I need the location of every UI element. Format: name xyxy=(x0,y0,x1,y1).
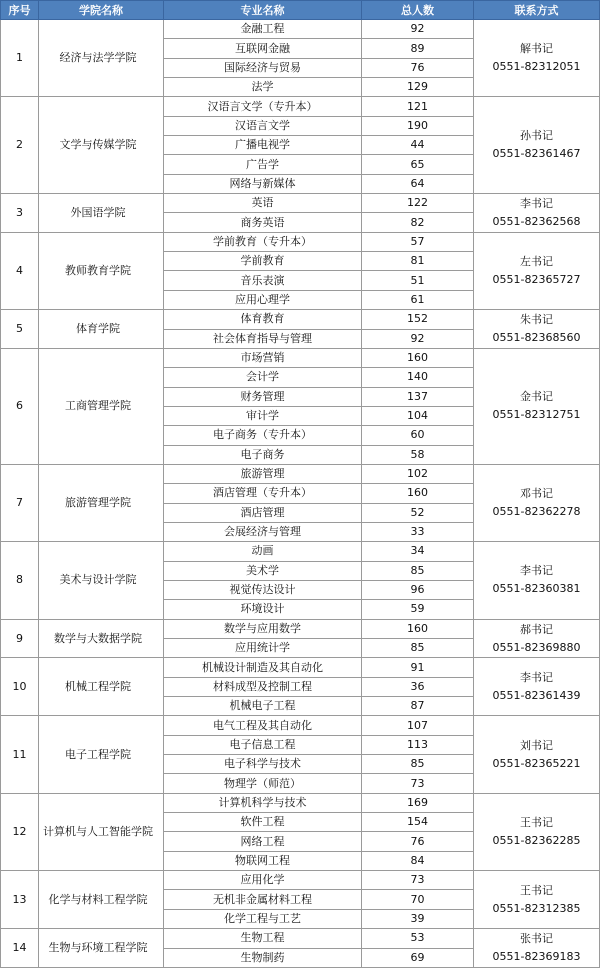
major-count-cell: 104 xyxy=(362,406,474,425)
major-name-cell: 学前教育 xyxy=(164,252,362,271)
major-count-cell: 39 xyxy=(362,909,474,928)
contact-name: 李书记 xyxy=(520,670,553,684)
major-count-cell: 92 xyxy=(362,329,474,348)
header-seq: 序号 xyxy=(1,1,39,20)
contact-name: 王书记 xyxy=(520,815,553,829)
major-count-cell: 64 xyxy=(362,174,474,193)
header-college: 学院名称 xyxy=(39,1,164,20)
major-count-cell: 89 xyxy=(362,39,474,58)
major-name-cell: 物理学（师范） xyxy=(164,774,362,793)
college-name-cell: 教师教育学院 xyxy=(39,232,164,309)
major-name-cell: 应用心理学 xyxy=(164,290,362,309)
major-count-cell: 85 xyxy=(362,639,474,658)
college-seq-cell: 9 xyxy=(1,619,39,658)
table-row xyxy=(1,716,600,735)
table-header-row xyxy=(1,1,600,20)
major-count-cell: 92 xyxy=(362,20,474,39)
major-name-cell: 体育教育 xyxy=(164,310,362,329)
major-name-cell: 化学工程与工艺 xyxy=(164,909,362,928)
major-count-cell: 44 xyxy=(362,136,474,155)
table-row xyxy=(1,658,600,677)
major-name-cell: 汉语言文学（专升本） xyxy=(164,97,362,116)
contact-name: 邓书记 xyxy=(520,487,553,501)
college-name-cell: 工商管理学院 xyxy=(39,348,164,464)
contact-phone: 0551-82312051 xyxy=(492,60,581,74)
major-count-cell: 61 xyxy=(362,290,474,309)
contact-phone: 0551-82362278 xyxy=(492,505,581,519)
major-count-cell: 96 xyxy=(362,580,474,599)
major-count-cell: 59 xyxy=(362,600,474,619)
contact-phone: 0551-82368560 xyxy=(492,331,581,344)
contact-cell xyxy=(474,929,600,968)
college-name-cell: 旅游管理学院 xyxy=(39,464,164,541)
major-count-cell: 82 xyxy=(362,213,474,232)
major-name-cell: 数学与应用数学 xyxy=(164,619,362,638)
major-count-cell: 81 xyxy=(362,252,474,271)
college-seq-cell: 14 xyxy=(1,929,39,968)
major-count-cell: 137 xyxy=(362,387,474,406)
major-name-cell: 商务英语 xyxy=(164,213,362,232)
major-count-cell: 87 xyxy=(362,697,474,716)
table-row xyxy=(1,929,600,948)
major-name-cell: 法学 xyxy=(164,78,362,97)
table-row xyxy=(1,194,600,213)
college-seq-cell: 8 xyxy=(1,542,39,619)
college-name-cell: 机械工程学院 xyxy=(39,658,164,716)
contact-phone: 0551-82362285 xyxy=(492,833,581,847)
major-count-cell: 121 xyxy=(362,97,474,116)
major-name-cell: 旅游管理 xyxy=(164,464,362,483)
contact-cell xyxy=(474,658,600,716)
table-row xyxy=(1,793,600,812)
major-name-cell: 酒店管理 xyxy=(164,503,362,522)
contact-cell xyxy=(474,542,600,619)
major-name-cell: 美术学 xyxy=(164,561,362,580)
contact-cell xyxy=(474,464,600,541)
college-seq-cell: 7 xyxy=(1,464,39,541)
college-name-cell: 生物与环境工程学院 xyxy=(39,929,164,968)
college-seq-cell: 10 xyxy=(1,658,39,716)
major-name-cell: 网络工程 xyxy=(164,832,362,851)
major-count-cell: 190 xyxy=(362,116,474,135)
major-name-cell: 生物制药 xyxy=(164,948,362,967)
major-name-cell: 机械电子工程 xyxy=(164,697,362,716)
college-name-cell: 文学与传媒学院 xyxy=(39,97,164,194)
contact-cell xyxy=(474,20,600,97)
major-name-cell: 广告学 xyxy=(164,155,362,174)
major-count-cell: 57 xyxy=(362,232,474,251)
major-name-cell: 电子科学与技术 xyxy=(164,755,362,774)
header-contact: 联系方式 xyxy=(474,1,600,20)
header-major: 专业名称 xyxy=(164,1,362,20)
major-count-cell: 69 xyxy=(362,948,474,967)
college-seq-cell: 3 xyxy=(1,194,39,233)
major-name-cell: 电子信息工程 xyxy=(164,735,362,754)
major-name-cell: 无机非金属材料工程 xyxy=(164,890,362,909)
major-count-cell: 154 xyxy=(362,813,474,832)
table-row xyxy=(1,348,600,367)
contact-phone: 0551-82360381 xyxy=(492,582,581,596)
contact-name: 刘书记 xyxy=(520,738,553,752)
contact-cell xyxy=(474,310,600,349)
major-count-cell: 52 xyxy=(362,503,474,522)
table-body xyxy=(1,20,600,968)
major-name-cell: 音乐表演 xyxy=(164,271,362,290)
major-name-cell: 应用统计学 xyxy=(164,639,362,658)
contact-phone: 0551-82365221 xyxy=(492,756,581,770)
major-count-cell: 73 xyxy=(362,871,474,890)
table-row xyxy=(1,97,600,116)
major-name-cell: 会展经济与管理 xyxy=(164,522,362,541)
contact-name: 张书记 xyxy=(520,932,553,945)
contact-cell xyxy=(474,871,600,929)
major-name-cell: 环境设计 xyxy=(164,600,362,619)
major-name-cell: 电气工程及其自动化 xyxy=(164,716,362,735)
major-name-cell: 生物工程 xyxy=(164,929,362,948)
major-name-cell: 电子商务（专升本） xyxy=(164,426,362,445)
major-name-cell: 国际经济与贸易 xyxy=(164,58,362,77)
contact-phone: 0551-82361467 xyxy=(492,147,581,161)
major-count-cell: 160 xyxy=(362,484,474,503)
major-count-cell: 34 xyxy=(362,542,474,561)
contact-phone: 0551-82312751 xyxy=(492,408,581,422)
contact-phone: 0551-82369183 xyxy=(492,950,581,963)
major-count-cell: 152 xyxy=(362,310,474,329)
contact-name: 左书记 xyxy=(520,254,553,268)
major-count-cell: 76 xyxy=(362,58,474,77)
table-row xyxy=(1,232,600,251)
college-name-cell: 化学与材料工程学院 xyxy=(39,871,164,929)
header-total: 总人数 xyxy=(362,1,474,20)
major-count-cell: 113 xyxy=(362,735,474,754)
major-count-cell: 91 xyxy=(362,658,474,677)
table-row xyxy=(1,871,600,890)
major-count-cell: 73 xyxy=(362,774,474,793)
major-name-cell: 应用化学 xyxy=(164,871,362,890)
college-seq-cell: 1 xyxy=(1,20,39,97)
major-count-cell: 122 xyxy=(362,194,474,213)
table-row xyxy=(1,20,600,39)
major-name-cell: 机械设计制造及其自动化 xyxy=(164,658,362,677)
contact-phone: 0551-82312385 xyxy=(492,901,581,915)
major-count-cell: 160 xyxy=(362,348,474,367)
major-name-cell: 视觉传达设计 xyxy=(164,580,362,599)
table-row xyxy=(1,619,600,638)
contact-cell xyxy=(474,793,600,870)
major-name-cell: 材料成型及控制工程 xyxy=(164,677,362,696)
contact-name: 解书记 xyxy=(520,42,553,56)
contact-cell xyxy=(474,619,600,658)
major-name-cell: 市场营销 xyxy=(164,348,362,367)
major-name-cell: 财务管理 xyxy=(164,387,362,406)
contact-name: 李书记 xyxy=(520,196,553,210)
major-name-cell: 电子商务 xyxy=(164,445,362,464)
major-name-cell: 社会体育指导与管理 xyxy=(164,329,362,348)
major-count-cell: 70 xyxy=(362,890,474,909)
major-name-cell: 网络与新媒体 xyxy=(164,174,362,193)
major-name-cell: 计算机科学与技术 xyxy=(164,793,362,812)
contact-cell xyxy=(474,716,600,793)
table-row xyxy=(1,310,600,329)
major-count-cell: 65 xyxy=(362,155,474,174)
contact-name: 郝书记 xyxy=(520,622,553,636)
college-seq-cell: 6 xyxy=(1,348,39,464)
college-seq-cell: 11 xyxy=(1,716,39,793)
major-count-cell: 33 xyxy=(362,522,474,541)
contact-phone: 0551-82369880 xyxy=(492,640,581,654)
major-count-cell: 58 xyxy=(362,445,474,464)
contact-name: 王书记 xyxy=(520,883,553,897)
college-name-cell: 电子工程学院 xyxy=(39,716,164,793)
major-count-cell: 84 xyxy=(362,851,474,870)
college-name-cell: 经济与法学学院 xyxy=(39,20,164,97)
major-count-cell: 60 xyxy=(362,426,474,445)
table-row xyxy=(1,542,600,561)
major-count-cell: 51 xyxy=(362,271,474,290)
major-name-cell: 金融工程 xyxy=(164,20,362,39)
major-name-cell: 学前教育（专升本） xyxy=(164,232,362,251)
major-count-cell: 102 xyxy=(362,464,474,483)
contact-phone: 0551-82362568 xyxy=(492,214,581,228)
major-count-cell: 53 xyxy=(362,929,474,948)
college-name-cell: 数学与大数据学院 xyxy=(39,619,164,658)
major-name-cell: 酒店管理（专升本） xyxy=(164,484,362,503)
contact-name: 孙书记 xyxy=(520,129,553,143)
college-name-cell: 体育学院 xyxy=(39,310,164,349)
major-name-cell: 英语 xyxy=(164,194,362,213)
major-count-cell: 76 xyxy=(362,832,474,851)
college-seq-cell: 2 xyxy=(1,97,39,194)
college-seq-cell: 5 xyxy=(1,310,39,349)
major-count-cell: 36 xyxy=(362,677,474,696)
contact-cell xyxy=(474,348,600,464)
major-count-cell: 85 xyxy=(362,755,474,774)
major-name-cell: 软件工程 xyxy=(164,813,362,832)
major-count-cell: 85 xyxy=(362,561,474,580)
major-count-cell: 169 xyxy=(362,793,474,812)
major-name-cell: 会计学 xyxy=(164,368,362,387)
table-row xyxy=(1,464,600,483)
major-count-cell: 129 xyxy=(362,78,474,97)
major-count-cell: 140 xyxy=(362,368,474,387)
major-name-cell: 汉语言文学 xyxy=(164,116,362,135)
contact-cell xyxy=(474,97,600,194)
college-seq-cell: 13 xyxy=(1,871,39,929)
major-name-cell: 物联网工程 xyxy=(164,851,362,870)
contact-cell xyxy=(474,194,600,233)
major-name-cell: 广播电视学 xyxy=(164,136,362,155)
college-seq-cell: 4 xyxy=(1,232,39,309)
major-name-cell: 动画 xyxy=(164,542,362,561)
contact-name: 李书记 xyxy=(520,564,553,578)
college-seq-cell: 12 xyxy=(1,793,39,870)
contact-phone: 0551-82365727 xyxy=(492,272,581,286)
college-name-cell: 外国语学院 xyxy=(39,194,164,233)
major-count-cell: 107 xyxy=(362,716,474,735)
contact-phone: 0551-82361439 xyxy=(492,688,581,702)
college-name-cell: 美术与设计学院 xyxy=(39,542,164,619)
contact-name: 金书记 xyxy=(520,390,553,404)
major-count-cell: 160 xyxy=(362,619,474,638)
contact-name: 朱书记 xyxy=(520,313,553,326)
major-name-cell: 互联网金融 xyxy=(164,39,362,58)
contact-cell xyxy=(474,232,600,309)
major-name-cell: 审计学 xyxy=(164,406,362,425)
college-name-cell: 计算机与人工智能学院 xyxy=(39,793,164,870)
